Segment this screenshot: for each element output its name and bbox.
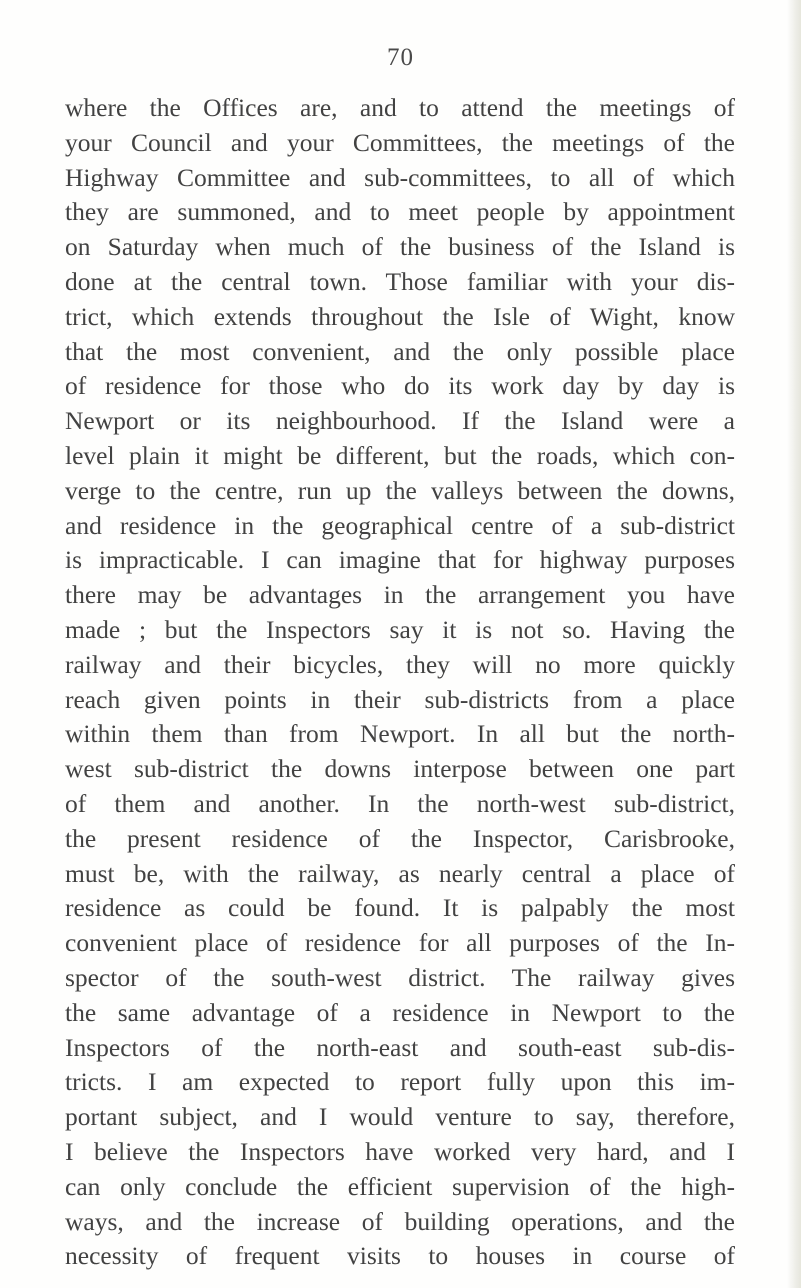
text-line: reach given points in their sub-districts from a place [65, 684, 735, 714]
text-line: Newport or its neighbourhood. If the Island were a [65, 406, 735, 436]
text-line: is impracticable. I can imagine that for highway purposes [65, 545, 735, 575]
text-line: where the Offices are, and to attend the meetings of [65, 93, 735, 122]
text-line: spector of the south-west district. The railway gives [65, 962, 735, 992]
text-line: and residence in the geographical centre of a sub-district [65, 510, 735, 540]
text-line: Highway Committee and sub-committees, to all of which [65, 162, 735, 192]
text-line: convenient place of residence for all purposes of the In- [65, 928, 735, 958]
text-line: Inspectors of the north-east and south-east sub-dis- [65, 1032, 735, 1062]
text-line: the same advantage of a residence in Newport to the [65, 997, 735, 1027]
text-line: the present residence of the Inspector, Carisbrooke, [65, 823, 735, 853]
text-line: done at the central town. Those familiar with your dis- [65, 266, 735, 296]
text-line: west sub-district the downs interpose between one part [65, 754, 735, 784]
page-number: 70 [387, 44, 414, 71]
text-line: on Saturday when much of the business of the Island is [65, 232, 735, 262]
text-line: your Council and your Committees, the meetings of the [65, 127, 735, 157]
text-line: of them and another. In the north-west sub-district, [65, 788, 735, 818]
text-line: level plain it might be different, but the roads, which con- [65, 440, 735, 470]
text-line: there may be advantages in the arrangement you have [65, 580, 735, 610]
text-line: can only conclude the efficient supervision of the high- [65, 1171, 735, 1201]
text-line: portant subject, and I would venture to say, therefore, [65, 1102, 735, 1132]
text-line: made ; but the Inspectors say it is not so. Having the [65, 614, 735, 644]
text-line: they are summoned, and to meet people by appointment [65, 197, 735, 227]
text-line: residence as could be found. It is palpably the most [65, 893, 735, 923]
text-line: verge to the centre, run up the valleys between the downs, [65, 475, 735, 505]
text-line: that the most convenient, and the only possible place [65, 336, 735, 366]
text-line: trict, which extends throughout the Isle of Wight, know [65, 301, 735, 331]
page-edge-shadow [787, 0, 801, 1288]
text-line: of residence for those who do its work day by day is [65, 371, 735, 401]
text-line: ways, and the increase of building operations, and the [65, 1206, 735, 1236]
body-text [65, 91, 735, 1274]
text-line: necessity of frequent visits to houses in course of [65, 1241, 735, 1271]
text-line: must be, with the railway, as nearly central a place of [65, 858, 735, 888]
text-line: within them than from Newport. In all but the north- [65, 719, 735, 749]
text-line: railway and their bicycles, they will no more quickly [65, 649, 735, 679]
text-line: I believe the Inspectors have worked very hard, and I [65, 1136, 735, 1166]
text-line: tricts. I am expected to report fully upon this im- [65, 1067, 735, 1097]
